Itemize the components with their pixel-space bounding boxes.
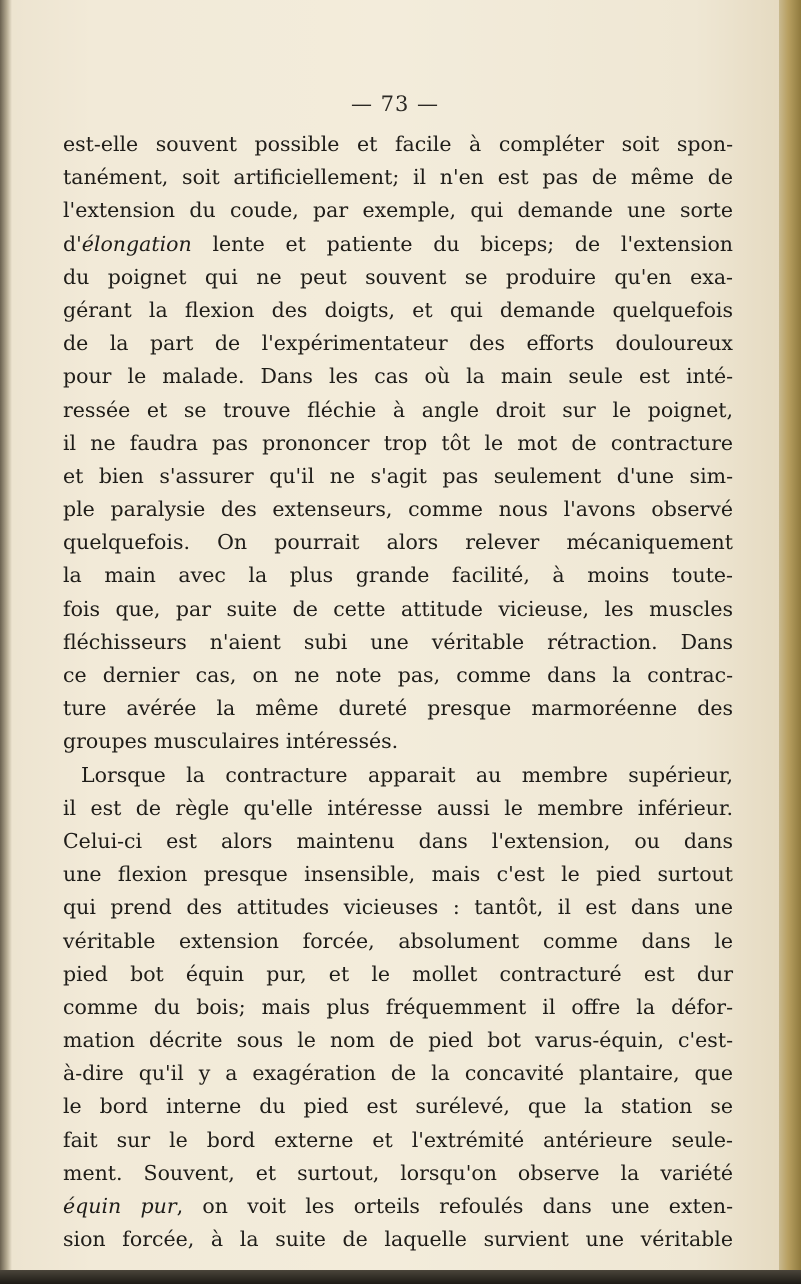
text-line: et bien s'assurer qu'il ne s'agit pas seulement d'une sim- — [63, 463, 733, 488]
adjacent-page-edge — [779, 0, 801, 1284]
italic-term: élongation — [81, 231, 192, 256]
text-fragment: , on voit les orteils refoulés dans une exten- — [176, 1194, 733, 1218]
text-line: fléchisseurs n'aient subi une véritable rétraction. Dans — [63, 629, 733, 654]
text-line: le bord interne du pied est surélevé, que la station se — [63, 1094, 733, 1119]
text-line: ce dernier cas, on ne note pas, comme dans la contrac- — [63, 663, 733, 687]
italic-term: équin pur — [63, 1194, 177, 1218]
text-line: tanément, soit artificiellement; il n'en est pas de même de — [63, 165, 733, 190]
text-fragment: d' — [63, 231, 82, 256]
text-line: ressée et se trouve fléchie à angle droit sur le poignet, — [63, 397, 733, 422]
page-left-shadow — [0, 0, 12, 1270]
body-text — [63, 128, 733, 1256]
paragraph-1 — [63, 128, 733, 759]
text-line: sion forcée, à la suite de laquelle survient une véritable — [63, 1227, 733, 1252]
text-line: du poignet qui ne peut souvent se produire qu'en exa- — [63, 264, 733, 289]
text-fragment: lente et patiente du biceps; de l'extension — [191, 231, 733, 256]
text-line: il est de règle qu'elle intéresse aussi le membre inférieur. — [63, 795, 733, 820]
text-line: Lorsque la contracture apparait au membre supérieur, — [81, 762, 733, 787]
text-line: ture avérée la même dureté presque marmoréenne des — [63, 696, 733, 721]
text-line: ple paralysie des extenseurs, comme nous l'avons observé — [63, 497, 733, 522]
text-line: gérant la flexion des doigts, et qui demande quelquefois — [63, 297, 733, 322]
text-line — [63, 1190, 733, 1223]
book-bottom-shadow — [0, 1270, 801, 1284]
paragraph-2 — [63, 759, 733, 1257]
text-line: une flexion presque insensible, mais c'est le pied surtout — [63, 862, 733, 887]
text-line: à-dire qu'il y a exagération de la concavité plantaire, que — [63, 1061, 733, 1086]
text-line: de la part de l'expérimentateur des efforts douloureux — [63, 331, 733, 356]
text-line: l'extension du coude, par exemple, qui demande une sorte — [63, 198, 733, 223]
text-line: qui prend des attitudes vicieuses : tantôt, il est dans une — [63, 895, 733, 920]
text-line: véritable extension forcée, absolument comme dans le — [63, 928, 733, 953]
text-line: fois que, par suite de cette attitude vicieuse, les muscles — [63, 596, 733, 621]
text-line: pied bot équin pur, et le mollet contracturé est dur — [63, 961, 733, 986]
text-line: il ne faudra pas prononcer trop tôt le mot de contracture — [63, 430, 733, 455]
text-line: est-elle souvent possible et facile à compléter soit spon- — [63, 132, 733, 156]
text-line: Celui-ci est alors maintenu dans l'extension, ou dans — [63, 828, 733, 853]
text-line: quelquefois. On pourrait alors relever mécaniquement — [63, 530, 733, 555]
text-line: ment. Souvent, et surtout, lorsqu'on observe la variété — [63, 1160, 733, 1185]
text-line: pour le malade. Dans les cas où la main seule est inté- — [63, 364, 733, 389]
text-line — [63, 228, 733, 261]
text-line: la main avec la plus grande facilité, à moins toute- — [63, 563, 733, 588]
text-line: mation décrite sous le nom de pied bot varus-équin, c'est- — [63, 1028, 733, 1053]
text-line: groupes musculaires intéressés. — [63, 729, 399, 754]
text-line: fait sur le bord externe et l'extrémité antérieure seule- — [63, 1127, 733, 1152]
text-line: comme du bois; mais plus fréquemment il offre la défor- — [63, 994, 733, 1019]
page-number: — 73 — — [350, 92, 440, 116]
